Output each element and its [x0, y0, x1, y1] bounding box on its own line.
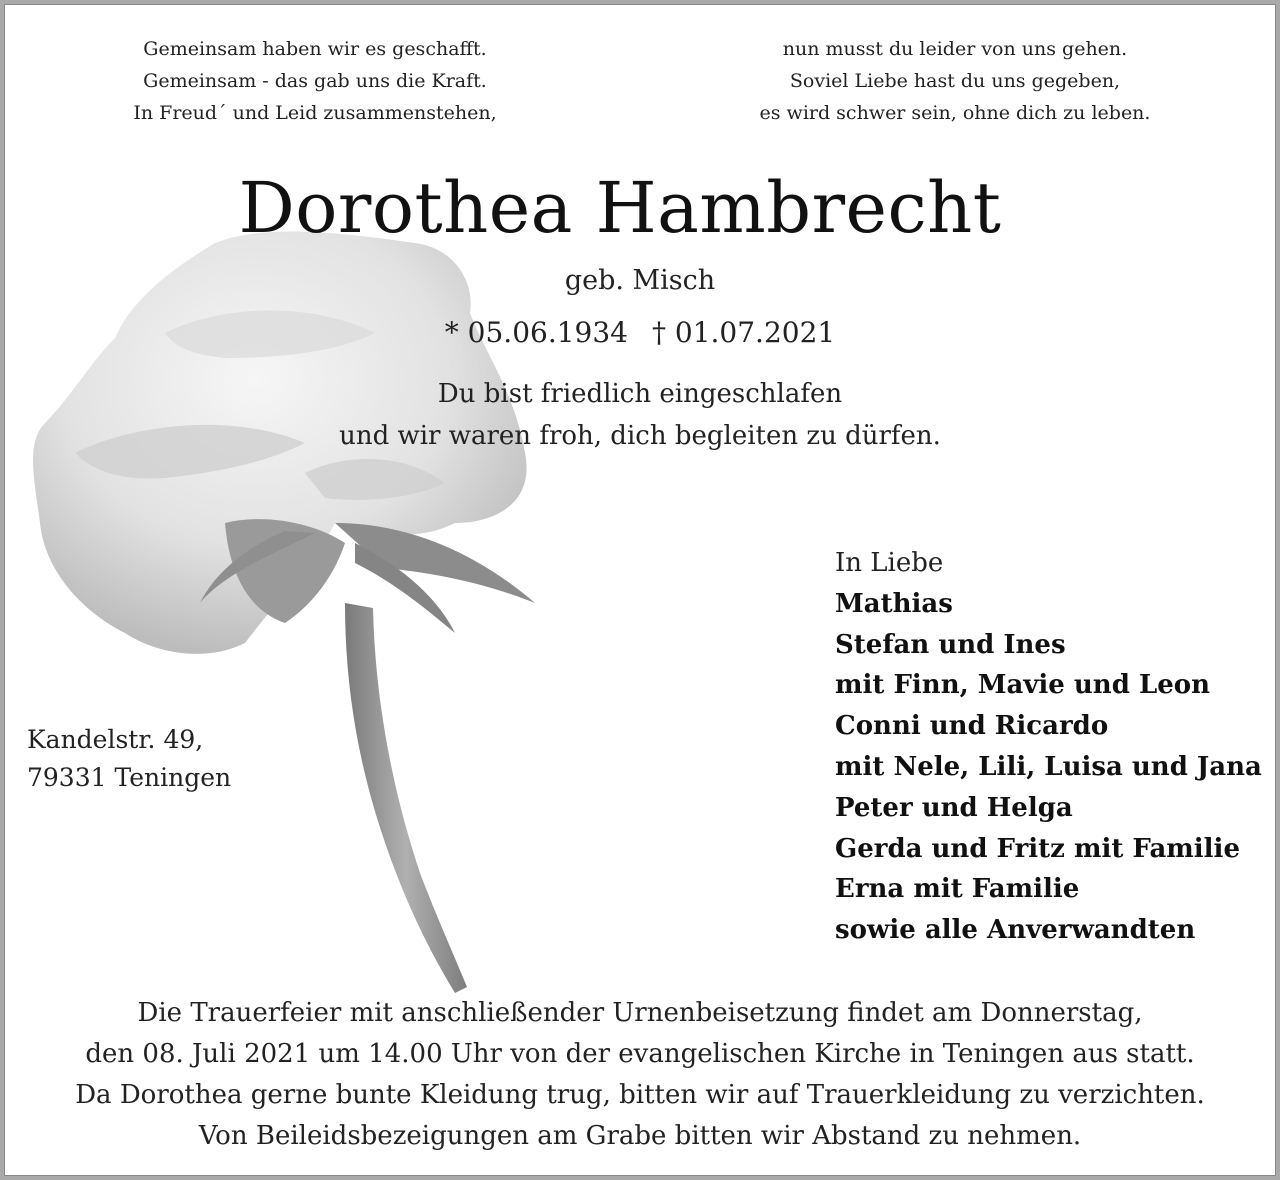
poem-left-line: In Freud´ und Leid zusammenstehen, [133, 102, 497, 124]
notice-line: den 08. Juli 2021 um 14.00 Uhr von der evangelischen Kirche in Teningen aus statt. [85, 1039, 1195, 1069]
address-street: Kandelstr. 49, [27, 725, 204, 754]
mourner-name: Gerda und Fritz mit Familie [835, 833, 1240, 864]
epitaph [5, 373, 1275, 457]
obituary-notice [4, 4, 1276, 1176]
epitaph-line: Du bist friedlich eingeschlafen [437, 379, 843, 409]
life-dates [5, 311, 1275, 355]
funeral-notice [5, 993, 1275, 1157]
poem-right-line: Soviel Liebe hast du uns gegeben, [789, 70, 1121, 92]
notice-line: Die Trauerfeier mit anschließender Urnenbeisetzung findet am Donnerstag, [137, 998, 1143, 1028]
mourner-name: sowie alle Anverwandten [835, 915, 1196, 946]
mourner-name: Mathias [835, 588, 953, 619]
notice-line: Da Dorothea gerne bunte Kleidung trug, bitten wir auf Trauerkleidung zu verzichten. [75, 1080, 1205, 1110]
epitaph-line: und wir waren froh, dich begleiten zu dürfen. [339, 421, 941, 451]
mourner-name: Conni und Ricardo [835, 711, 1109, 742]
mourner-name: mit Finn, Mavie und Leon [835, 670, 1211, 701]
notice-line: Von Beileidsbezeigungen am Grabe bitten wir Abstand zu nehmen. [198, 1121, 1082, 1151]
birth-date: * 05.06.1934 [444, 316, 628, 349]
birth-name: geb. Misch [564, 265, 716, 296]
mourners-intro: In Liebe [835, 548, 944, 578]
mourner-name: Erna mit Familie [835, 874, 1080, 905]
poem-right-line: nun musst du leider von uns gehen. [782, 38, 1128, 60]
poem-right-line: es wird schwer sein, ohne dich zu leben. [759, 102, 1151, 124]
poem-left-line: Gemeinsam - das gab uns die Kraft. [143, 70, 487, 92]
mourners-list [835, 543, 1262, 951]
deceased-name: Dorothea Hambrecht [238, 167, 1002, 249]
address [27, 721, 231, 797]
poem-right [665, 33, 1245, 129]
mourner-name: mit Nele, Lili, Luisa und Jana [835, 751, 1262, 782]
death-date: † 01.07.2021 [652, 316, 836, 349]
address-city: 79331 Teningen [27, 763, 232, 792]
poem-left-line: Gemeinsam haben wir es geschafft. [143, 38, 487, 60]
mourner-name: Peter und Helga [835, 792, 1073, 823]
mourner-name: Stefan und Ines [835, 629, 1066, 660]
poem-left [25, 33, 605, 129]
